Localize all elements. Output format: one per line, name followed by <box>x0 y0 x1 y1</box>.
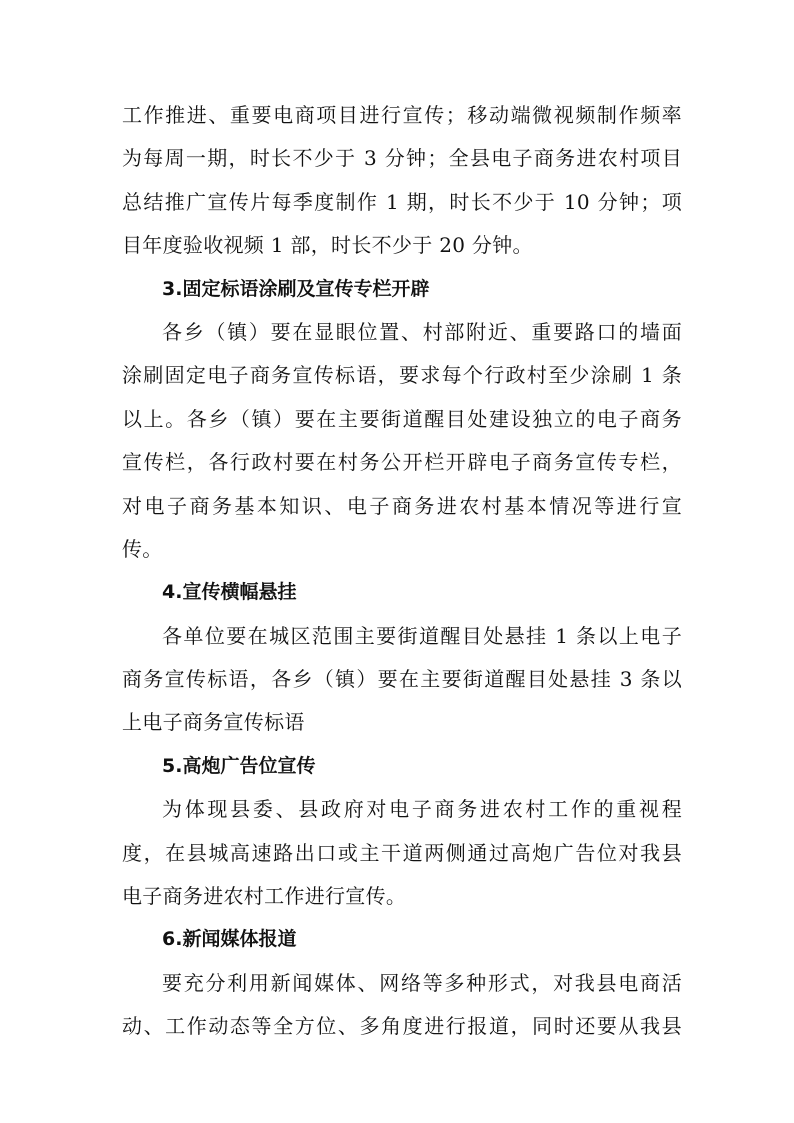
section-4 <box>122 571 682 745</box>
paragraph-line: 对电子商务基本知识、电子商务进农村基本情况等进行宣 <box>122 493 682 518</box>
section-5 <box>122 745 682 919</box>
paragraph-line: 传。 <box>122 536 163 561</box>
section-heading: 5.高炮广告位宣传 <box>162 754 316 777</box>
paragraph-line: 要充分利用新闻媒体、网络等多种形式，对我县电商活 <box>162 970 682 995</box>
paragraph-line: 商务宣传标语，各乡（镇）要在主要街道醒目处悬挂 3 条以 <box>122 667 682 692</box>
document-body <box>122 94 682 1049</box>
paragraph-line: 总结推广宣传片每季度制作 1 期，时长不少于 10 分钟；项 <box>122 189 682 214</box>
intro-paragraph <box>122 94 682 268</box>
paragraph-line: 度，在县城高速路出口或主干道两侧通过高炮广告位对我县 <box>122 840 682 865</box>
paragraph-line: 目年度验收视频 1 部，时长不少于 20 分钟。 <box>122 233 533 258</box>
paragraph-line: 电子商务进农村工作进行宣传。 <box>122 884 407 909</box>
paragraph-line: 为体现县委、县政府对电子商务进农村工作的重视程 <box>162 797 682 822</box>
section-3 <box>122 268 682 572</box>
paragraph-line: 为每周一期，时长不少于 3 分钟；全县电子商务进农村项目 <box>122 146 682 171</box>
paragraph-line: 涂刷固定电子商务宣传标语，要求每个行政村至少涂刷 1 条 <box>122 363 682 388</box>
paragraph-line: 工作推进、重要电商项目进行宣传；移动端微视频制作频率 <box>122 103 682 127</box>
paragraph-line: 各单位要在城区范围主要街道醒目处悬挂 1 条以上电子 <box>162 623 682 648</box>
section-heading: 6.新闻媒体报道 <box>162 928 297 951</box>
section-heading: 4.宣传横幅悬挂 <box>162 581 297 604</box>
section-6 <box>122 918 682 1048</box>
section-heading: 3.固定标语涂刷及宣传专栏开辟 <box>162 277 430 300</box>
paragraph-line: 以上。各乡（镇）要在主要街道醒目处建设独立的电子商务 <box>122 406 682 431</box>
paragraph-line: 动、工作动态等全方位、多角度进行报道，同时还要从我县 <box>122 1014 682 1039</box>
paragraph-line: 上电子商务宣传标语 <box>122 710 305 735</box>
paragraph-line: 宣传栏，各行政村要在村务公开栏开辟电子商务宣传专栏， <box>122 450 682 475</box>
paragraph-line: 各乡（镇）要在显眼位置、村部附近、重要路口的墙面 <box>162 319 682 344</box>
